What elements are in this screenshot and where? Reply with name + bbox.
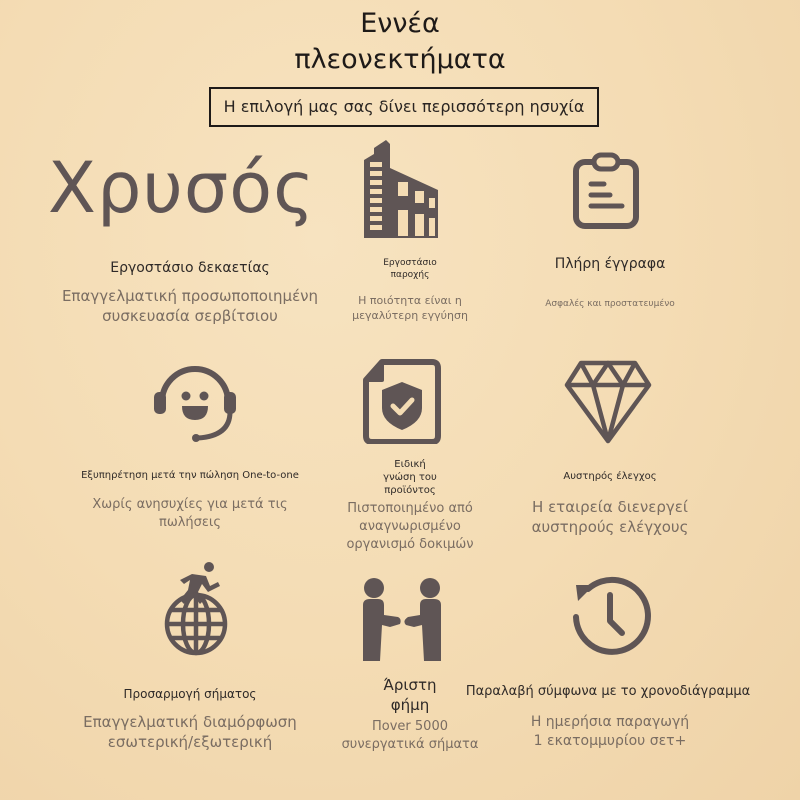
feature-6-desc	[510, 497, 710, 537]
title-line-1: Εννέα	[360, 8, 440, 39]
title-line-2: πλεονεκτήματα	[294, 44, 506, 75]
desc-line: αυστηρούς ελέγχους	[531, 518, 689, 536]
shield-document-icon	[362, 358, 442, 444]
feature-7-desc	[40, 712, 340, 752]
desc-line: εσωτερική/εξωτερική	[107, 733, 273, 751]
desc-line: συνεργατικά σήματα	[341, 737, 479, 752]
feature-1-title: Εργοστάσιο δεκαετίας	[110, 260, 270, 276]
title-line: Εργοστάσιο	[383, 258, 437, 268]
desc-line: μεγαλύτερη εγγύηση	[352, 309, 468, 322]
desc-line: Χωρίς ανησυχίες για μετά τις	[92, 497, 288, 512]
desc-line: αναγνωρισμένο	[359, 519, 461, 534]
desc-line: Επαγγελματική διαμόρφωση	[83, 713, 297, 731]
desc-line: Η εταιρεία διενεργεί	[532, 498, 688, 516]
desc-line: Πover 5000	[372, 719, 448, 734]
feature-4-title: Εξυπηρέτηση μετά την πώληση One-to-one	[81, 470, 299, 481]
feature-3-title: Πλήρη έγγραφα	[554, 256, 666, 272]
title-line: Άριστη	[383, 676, 437, 694]
feature-2-title	[340, 257, 480, 281]
page-title	[0, 6, 800, 78]
headset-smile-icon	[150, 356, 240, 442]
desc-line: Πιστοποιημένο από	[347, 501, 473, 516]
feature-6-title: Αυστηρός έλεγχος	[563, 471, 657, 482]
building-icon	[360, 138, 440, 243]
handshake-icon	[360, 577, 444, 663]
globe-runner-icon	[158, 560, 234, 656]
feature-5-desc	[320, 500, 500, 554]
feature-8-desc	[320, 718, 500, 754]
feature-4-desc	[60, 496, 320, 532]
feature-1-desc	[40, 286, 340, 326]
feature-3-desc: Ασφαλές και προστατευμένο	[545, 299, 675, 309]
title-line: Ειδική	[394, 459, 426, 470]
clipboard-icon	[570, 152, 646, 232]
desc-line: συσκευασία σερβίτσιου	[102, 307, 278, 325]
feature-5-title	[340, 458, 480, 497]
feature-9-title: Παραλαβή σύμφωνα με το χρονοδιάγραμμα	[465, 684, 751, 699]
desc-line: οργανισμό δοκιμών	[346, 537, 474, 552]
title-line: παροχής	[390, 270, 430, 280]
feature-2-desc	[330, 293, 490, 323]
desc-line: Η ποιότητα είναι η	[358, 294, 462, 307]
title-line: προϊόντος	[384, 485, 436, 496]
desc-line: Η ημερήσια παραγωγή	[530, 714, 690, 730]
title-line: φήμη	[390, 696, 430, 714]
desc-line: 1 εκατομμυρίου σετ+	[533, 733, 687, 749]
feature-9-desc	[510, 713, 710, 751]
title-line: γνώση του	[383, 472, 437, 483]
subtitle-box: Η επιλογή μας σας δίνει περισσότερη ησυχία	[209, 87, 599, 127]
clock-history-icon	[568, 573, 654, 659]
feature-7-title: Προσαρμογή σήματος	[123, 687, 257, 701]
desc-line: Επαγγελματική προσωποποιημένη	[61, 287, 319, 305]
diamond-icon	[563, 359, 653, 445]
brand-text: Χρυσός	[48, 147, 316, 229]
desc-line: πωλήσεις	[159, 515, 221, 530]
